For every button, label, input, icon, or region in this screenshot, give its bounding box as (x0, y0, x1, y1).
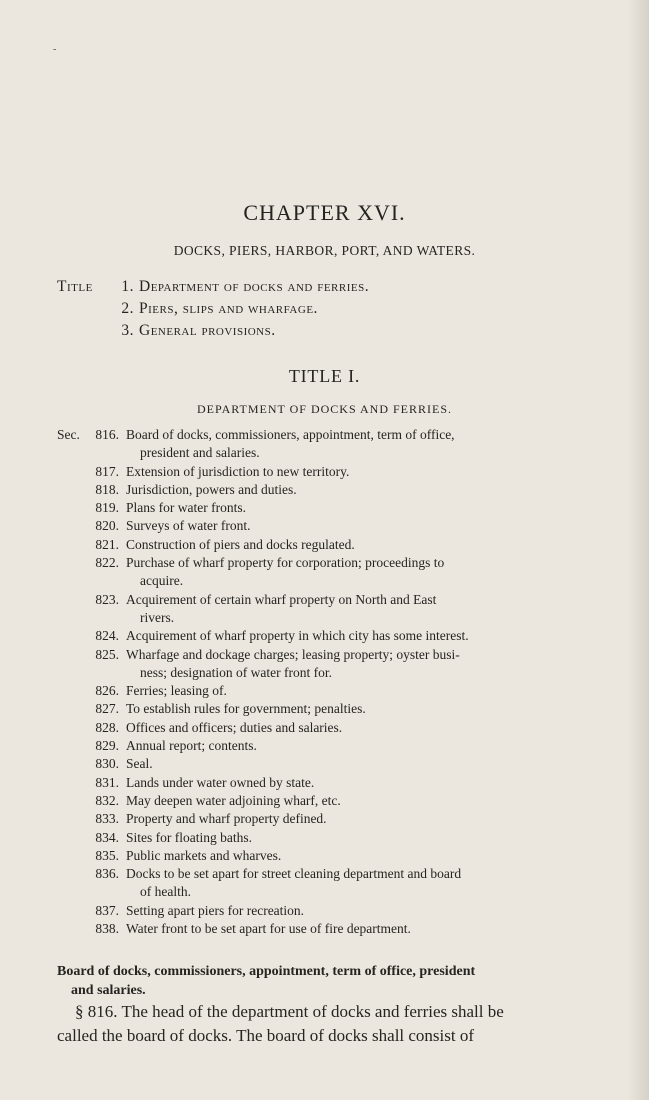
title-heading: TITLE I. (288, 366, 361, 386)
section-number: 816. (95, 427, 119, 442)
section-text (126, 646, 599, 683)
section-text (126, 865, 599, 902)
section-text (126, 536, 599, 554)
section-number: 817. (95, 463, 119, 479)
margin-mark: ‐ (53, 44, 57, 55)
chapter-subtitle: DOCKS, PIERS, HARBOR, PORT, AND WATERS. (173, 243, 476, 258)
title-row (57, 298, 369, 320)
section-line: Purchase of wharf property for corporation; proceedings to (126, 555, 445, 571)
section-line: May deepen water adjoining wharf, etc. (126, 792, 341, 808)
section-line: To establish rules for government; penalties. (126, 701, 366, 717)
title-row (57, 276, 369, 298)
section-line: Ferries; leasing of. (126, 683, 227, 699)
paragraph-line: § 816. The head of the department of docks and ferries shall be (75, 1002, 504, 1021)
section-line: Sites for floating baths. (126, 829, 252, 845)
section-number: 831. (95, 774, 119, 790)
section-prefix: Sec. (57, 427, 80, 442)
section-line: Wharfage and dockage charges; leasing property; oyster busi- (126, 646, 460, 662)
section-text (126, 499, 599, 517)
section-entry (57, 627, 599, 645)
section-text (126, 810, 599, 828)
section-text (126, 920, 599, 938)
section-text (126, 627, 599, 645)
section-line: Offices and officers; duties and salaries. (126, 719, 343, 735)
section-text (126, 481, 599, 499)
section-number: 833. (95, 811, 119, 827)
section-number: 821. (95, 536, 119, 552)
section-number: 818. (95, 481, 119, 497)
title-label: Piers, slips and wharfage. (139, 300, 318, 317)
titles-lead: Title (57, 278, 93, 295)
section-text (126, 719, 599, 737)
section-line: Acquirement of certain wharf property on North and East (126, 591, 437, 607)
section-entry (57, 920, 599, 938)
section-number: 830. (95, 756, 119, 772)
section-entry (57, 865, 599, 902)
section-number: 829. (95, 738, 119, 754)
section-entry (57, 737, 599, 755)
section-entry (57, 719, 599, 737)
department-heading: DEPARTMENT OF DOCKS AND FERRIES. (197, 402, 452, 416)
section-line: Board of docks, commissioners, appointment, term of office, (126, 427, 455, 442)
section-text (126, 847, 599, 865)
section-number: 834. (95, 829, 119, 845)
section-line: Extension of jurisdiction to new territory. (126, 463, 350, 479)
section-line: Public markets and wharves. (126, 847, 282, 863)
section-816-paragraph (57, 1000, 599, 1048)
section-line: Jurisdiction, powers and duties. (126, 481, 297, 497)
section-line: Setting apart piers for recreation. (126, 902, 305, 918)
section-line: Seal. (126, 756, 153, 772)
section-text (126, 774, 599, 792)
section-entry (57, 810, 599, 828)
section-entry (57, 774, 599, 792)
section-text (126, 682, 599, 700)
section-entry (57, 554, 599, 591)
board-heading (57, 962, 599, 1000)
section-continuation: acquire. (140, 573, 184, 589)
section-number: 836. (95, 866, 119, 882)
section-line: Property and wharf property defined. (126, 811, 327, 827)
section-continuation: of health. (140, 884, 191, 900)
section-entry (57, 481, 599, 499)
section-entry (57, 700, 599, 718)
titles-list (57, 276, 369, 342)
section-entry (57, 536, 599, 554)
section-text (126, 517, 599, 535)
page-edge-shadow (627, 0, 649, 1100)
board-heading-continuation: and salaries. (71, 983, 146, 998)
section-line: Construction of piers and docks regulated. (126, 536, 355, 552)
section-line: Water front to be set apart for use of fire department. (126, 921, 411, 937)
section-entry (57, 682, 599, 700)
paragraph-line: called the board of docks. The board of docks shall consist of (57, 1026, 475, 1045)
section-entry (57, 517, 599, 535)
section-number: 827. (95, 701, 119, 717)
section-number: 838. (95, 921, 119, 937)
section-number: 826. (95, 683, 119, 699)
title-number: 2. (121, 300, 134, 317)
section-line: Docks to be set apart for street cleaning department and board (126, 866, 462, 882)
section-number: 835. (95, 847, 119, 863)
section-number: 837. (95, 902, 119, 918)
section-text (126, 792, 599, 810)
section-text (126, 755, 599, 773)
section-number: 822. (95, 555, 119, 571)
section-continuation: ness; designation of water front for. (140, 664, 332, 680)
section-continuation: president and salaries. (140, 445, 260, 461)
section-continuation: rivers. (140, 609, 175, 625)
sections-list (57, 426, 599, 938)
section-number: 824. (95, 628, 119, 644)
section-entry (57, 499, 599, 517)
section-text (126, 426, 599, 463)
section-number: 832. (95, 792, 119, 808)
section-line: Surveys of water front. (126, 518, 251, 534)
section-entry (57, 847, 599, 865)
title-row (57, 320, 369, 342)
title-label: Department of docks and ferries. (139, 278, 370, 295)
section-entry (57, 426, 599, 463)
section-text (126, 591, 599, 628)
section-entry (57, 591, 599, 628)
section-entry (57, 755, 599, 773)
section-entry (57, 792, 599, 810)
section-text (126, 554, 599, 591)
title-number: 3. (121, 322, 134, 339)
section-line: Acquirement of wharf property in which city has some interest. (126, 628, 469, 644)
section-number: 825. (95, 646, 119, 662)
section-number: 819. (95, 500, 119, 516)
section-number: 820. (95, 518, 119, 534)
board-heading-line: Board of docks, commissioners, appointment, term of office, president (57, 964, 476, 979)
title-label: General provisions. (139, 322, 276, 339)
section-entry (57, 902, 599, 920)
title-number: 1. (121, 278, 134, 295)
section-entry (57, 463, 599, 481)
section-number: 823. (95, 591, 119, 607)
section-text (126, 902, 599, 920)
chapter-heading: CHAPTER XVI. (243, 200, 406, 225)
section-entry (57, 829, 599, 847)
section-text (126, 737, 599, 755)
section-line: Plans for water fronts. (126, 500, 246, 516)
section-number: 828. (95, 719, 119, 735)
section-text (126, 700, 599, 718)
section-line: Lands under water owned by state. (126, 774, 315, 790)
section-line: Annual report; contents. (126, 738, 257, 754)
section-entry (57, 646, 599, 683)
section-text (126, 463, 599, 481)
section-text (126, 829, 599, 847)
